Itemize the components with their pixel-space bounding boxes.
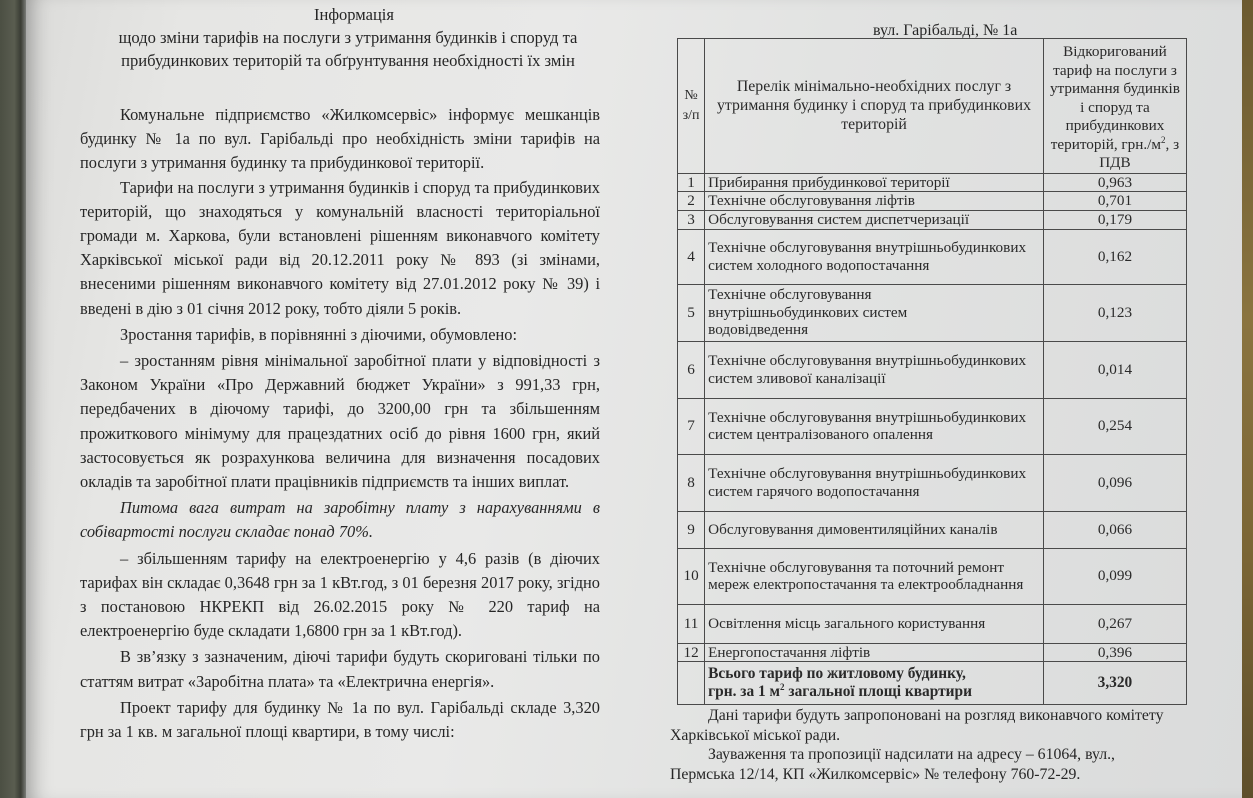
document-subtitle-line-2: прибудинкових територій та обґрунтування необхідності їх змін (121, 51, 575, 70)
row-value: 0,162 (1043, 229, 1186, 284)
row-service: Освітлення місць загального користування (705, 604, 1044, 643)
background-surface-right (1242, 0, 1253, 798)
total-label-line-2: грн. за 1 м (708, 683, 781, 700)
row-service: Обслуговування систем диспетчеризації (705, 211, 1044, 230)
paragraph-intro: Комунальне підприємство «Жилкомсервіс» інформує мешканців будинку № 1а по вул. Гарібальді про необхідність зміни тарифів на послуги з утримання будинку та прибудинкової території. (80, 105, 600, 173)
paragraph-growth-reasons: Зростання тарифів, в порівнянні з діючими, обумовлено: (120, 324, 518, 344)
total-label-sup: 2 (780, 681, 785, 692)
row-number: 9 (678, 511, 705, 548)
row-number: 10 (678, 548, 705, 604)
total-label-line-1: Всього тариф по житловому будинку, (708, 665, 966, 682)
total-number-empty (678, 662, 705, 705)
row-service: Технічне обслуговування ліфтів (705, 192, 1044, 211)
row-value: 0,701 (1043, 192, 1186, 211)
table-row (678, 511, 1187, 548)
row-number: 7 (678, 398, 705, 454)
row-number: 4 (678, 229, 705, 284)
row-value: 0,267 (1043, 604, 1186, 643)
header-tariff-value (1043, 39, 1186, 174)
table-row (678, 604, 1187, 643)
row-number: 1 (678, 173, 705, 192)
table-row (678, 173, 1187, 192)
row-value: 0,096 (1043, 454, 1186, 511)
row-number: 11 (678, 604, 705, 643)
row-service: Прибирання прибудинкової території (705, 173, 1044, 192)
row-service: Обслуговування димовентиляційних каналів (705, 511, 1044, 548)
table-row (678, 211, 1187, 230)
row-service: Енергопостачання ліфтів (705, 643, 1044, 662)
table-total-row (678, 662, 1187, 705)
footer-contact-note (670, 745, 1190, 784)
row-value: 0,254 (1043, 398, 1186, 454)
row-number: 2 (678, 192, 705, 211)
paragraph-wage-share: Питома вага витрат на заробітну плату з нарахуваннями в собівартості послуги складає понад 70%. (80, 498, 600, 542)
row-number: 3 (678, 211, 705, 230)
footer-review-note (670, 706, 1190, 745)
header-number-symbol: № (684, 87, 698, 103)
row-value: 0,099 (1043, 548, 1186, 604)
paragraph-current-tariffs: Тарифи на послуги з утримання будинків і споруд та прибудинкових територій, що знаходяться у комунальній власності територіальної громади м. Харкова, були встановлені рішенням виконавчого комітету Харківської міської ради від 20.12.2011 року № 893 (зі змінами, внесеними рішенням виконавчого комітету від 27.01.2012 року № 39) і введені в дію з 01 січня 2012 року, тобто діяли 5 років. (80, 177, 600, 318)
table-row (678, 192, 1187, 211)
row-service: Технічне обслуговування внутрішньобудинкових систем централізованого опалення (705, 398, 1044, 454)
table-row (678, 398, 1187, 454)
header-tariff-sup: 2 (1161, 134, 1166, 145)
row-number: 8 (678, 454, 705, 511)
tariff-table (677, 38, 1187, 705)
total-value: 3,320 (1043, 662, 1186, 705)
paragraph-electricity: – збільшенням тарифу на електроенергію у 4,6 разів (в діючих тарифах він складає 0,3648 грн за 1 кВт.год, з 01 березня 2017 року, згідно з постановою НКРЕКП від 26.02.2015 року № 220 тариф на електроенергію буде складати 1,6800 грн за 1 кВт.год). (80, 548, 600, 641)
notice-body (80, 4, 600, 744)
header-number-abbr: з/п (682, 107, 700, 123)
row-service: Технічне обслуговування внутрішньобудинкових систем гарячого водопостачання (705, 454, 1044, 511)
paragraph-minimum-wage: – зростанням рівня мінімальної заробітної плати у відповідності з Законом України «Про Державний бюджет України» з 991,33 грн, передбачених в діючому тарифі, до 3200,00 грн та збільшенням прожиткового мінімуму для працездатних осіб до рівня 1600 грн, який застосовується як розрахункова величина для визначення посадових окладів та заробітної плати працівників підприємств та інших виплат. (80, 351, 600, 492)
table-row (678, 284, 1187, 341)
row-number: 12 (678, 643, 705, 662)
tariff-table-body (678, 173, 1187, 705)
table-row (678, 454, 1187, 511)
header-number (678, 39, 705, 174)
background-surface-left (0, 0, 26, 798)
footer-contact-line-1: Зауваження та пропозиції надсилати на адресу – 61064, вул., (708, 746, 1115, 763)
row-service: Технічне обслуговування внутрішньобудинкових систем водовідведення (705, 284, 1044, 341)
footer-review-line-2: Харківської міської ради. (670, 726, 841, 744)
header-service-name: Перелік мінімально-необхідних послуг з утримання будинку і споруд та прибудинкових територій (705, 39, 1044, 174)
row-value: 0,123 (1043, 284, 1186, 341)
header-tariff-text: Відкоригований тариф на послуги з утримання будинків і споруд та прибудинкових територій, грн./м (1049, 43, 1180, 153)
document-title: Інформація (314, 5, 394, 24)
table-address-title: вул. Гарібальді, № 1а (873, 22, 1018, 39)
row-service: Технічне обслуговування внутрішньобудинкових систем зливової каналізації (705, 341, 1044, 398)
notice-footer (670, 706, 1190, 784)
table-row (678, 643, 1187, 662)
footer-contact-line-2: Пермська 12/14, КП «Жилкомсервіс» № телефону 760-72-29. (670, 765, 1081, 783)
document-subtitle-line-1: щодо зміни тарифів на послуги з утримання будинків і споруд та (118, 28, 578, 47)
row-value: 0,014 (1043, 341, 1186, 398)
row-value: 0,066 (1043, 511, 1186, 548)
total-label-line-2-suffix: загальної площі квартири (784, 683, 972, 700)
table-header-row (678, 39, 1187, 174)
total-label (705, 662, 1044, 705)
row-number: 5 (678, 284, 705, 341)
row-service: Технічне обслуговування та поточний ремонт мереж електропостачання та електрообладнання (705, 548, 1044, 604)
paragraph-adjustment: В зв’язку з зазначеним, діючі тарифи будуть скориговані тільки по статтям витрат «Заробітна плата» та «Електрична енергія». (80, 647, 600, 691)
footer-review-line-1: Дані тарифи будуть запропоновані на розгляд виконавчого комітету (708, 707, 1164, 724)
table-row (678, 229, 1187, 284)
row-number: 6 (678, 341, 705, 398)
table-row (678, 341, 1187, 398)
row-value: 0,179 (1043, 211, 1186, 230)
paragraph-tariff-project: Проект тарифу для будинку № 1а по вул. Гарібальді складе 3,320 грн за 1 кв. м загальної площі квартири, в тому числі: (80, 697, 600, 742)
row-service: Технічне обслуговування внутрішньобудинкових систем холодного водопостачання (705, 229, 1044, 284)
table-row (678, 548, 1187, 604)
header-tariff-suffix: , з ПДВ (1099, 135, 1180, 171)
row-value: 0,963 (1043, 173, 1186, 192)
row-value: 0,396 (1043, 643, 1186, 662)
